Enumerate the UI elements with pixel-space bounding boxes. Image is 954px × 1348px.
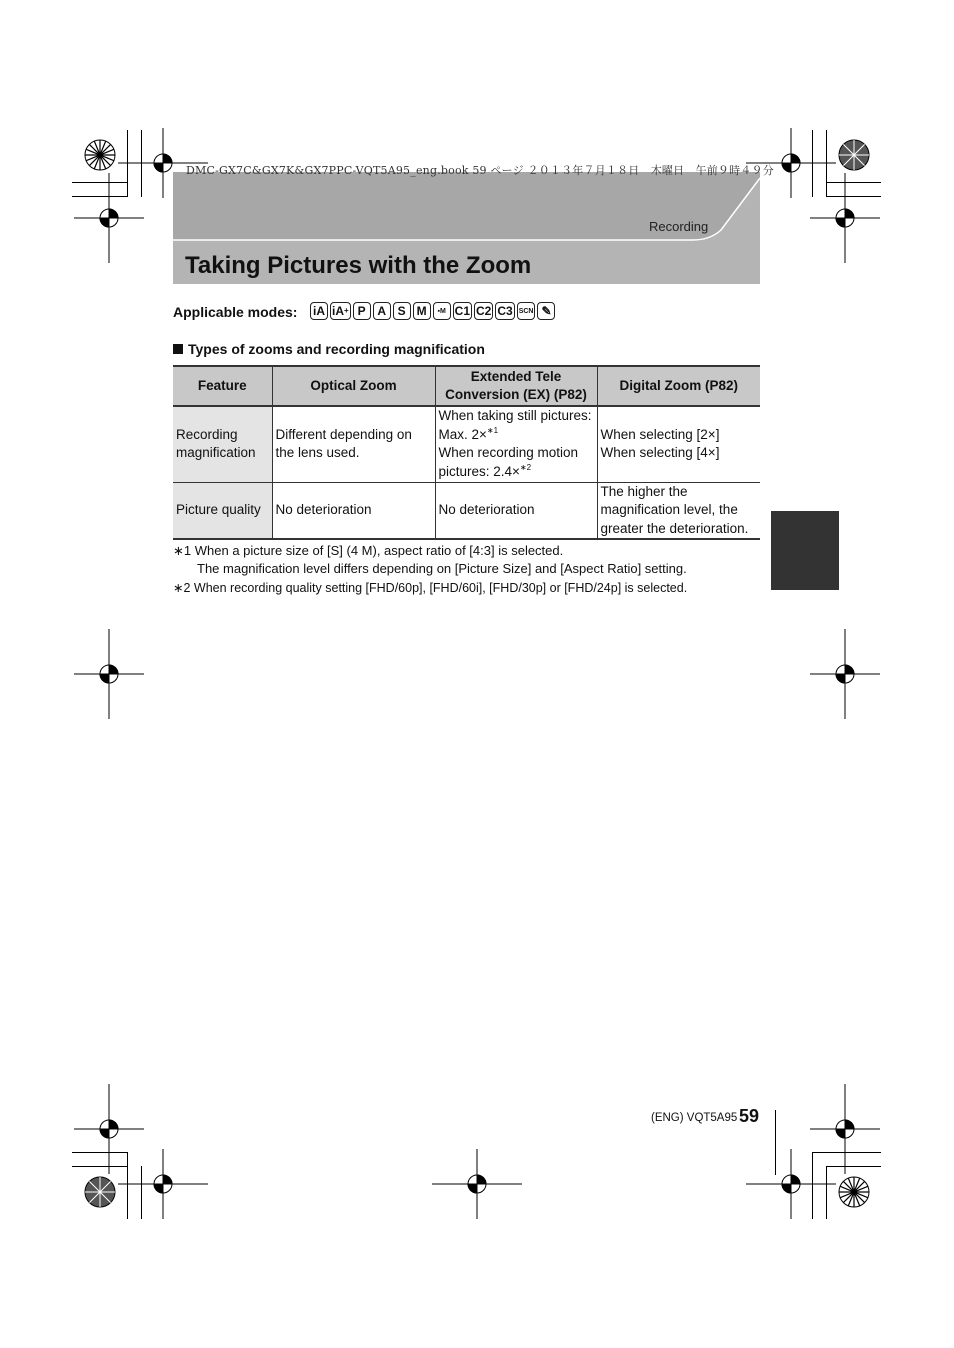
intelligent-auto-icon: iA (310, 302, 328, 320)
rosette-mark (839, 140, 869, 170)
page-title: Taking Pictures with the Zoom (185, 252, 532, 279)
square-bullet-icon (173, 344, 183, 354)
registration-mark (74, 629, 144, 719)
page-number: 59 (739, 1106, 760, 1126)
scene-mode-icon: SCN (517, 302, 536, 320)
registration-mark (810, 629, 880, 719)
column-header: Feature (173, 366, 272, 406)
registration-mark (746, 1149, 836, 1219)
column-header: Digital Zoom (P82) (597, 366, 760, 406)
registration-mark (810, 173, 880, 263)
file-info: DMC-GX7C&GX7K&GX7PPC-VQT5A95_eng.book 59 ページ ２０１３年７月１８日 木曜日 午前９時４９分 (186, 164, 774, 177)
table-cell: The higher the magnification level, the greater the deterioration. (597, 482, 760, 539)
row-header: Recording magnification (173, 406, 272, 482)
row-header: Picture quality (173, 482, 272, 539)
table-row (173, 482, 760, 539)
table-row (173, 406, 760, 482)
manual-mode-icon: M (413, 302, 431, 320)
registration-mark (74, 1084, 144, 1174)
section-heading-text: Types of zooms and recording magnification (188, 341, 485, 357)
table-cell: When selecting [2×] When selecting [4×] (597, 406, 760, 482)
creative-video-icon: ▪M (433, 302, 451, 320)
mode-icons (310, 302, 555, 320)
zoom-types-table (173, 365, 760, 540)
ex-motion-text: When recording motion pictures: 2.4× (438, 445, 579, 479)
creative-control-icon: ✎ (537, 302, 555, 320)
ex-still-text: When taking still pictures: Max. 2× (438, 408, 592, 442)
table-cell: No deterioration (272, 482, 435, 539)
table-cell: Different depending on the lens used. (272, 406, 435, 482)
page-code: (ENG) VQT5A95 (651, 1112, 738, 1124)
footnote-1 (173, 543, 563, 559)
table-cell: No deterioration (435, 482, 597, 539)
footnote-marker: ∗1 (173, 543, 192, 558)
registration-mark (432, 1149, 522, 1219)
custom-1-icon: C1 (454, 304, 471, 318)
chapter-side-tab (771, 511, 839, 590)
rosette-mark (839, 1177, 869, 1207)
column-header: Optical Zoom (272, 366, 435, 406)
aperture-priority-icon: A (373, 302, 391, 320)
section-heading (173, 341, 485, 357)
registration-mark (810, 1084, 880, 1174)
custom-3-icon: C3 (497, 304, 513, 318)
footnote-marker: ∗2 (173, 581, 191, 595)
custom-2-icon: C2 (476, 304, 492, 318)
footnote-ref: ∗1 (486, 425, 499, 435)
table-header-row (173, 366, 760, 406)
registration-mark (74, 173, 144, 263)
column-header: Extended Tele Conversion (EX) (P82) (435, 366, 597, 406)
intelligent-auto-plus-icon: iA + (332, 304, 349, 318)
footnote-text: When a picture size of [S] (4 M), aspect ratio of [4:3] is selected. (194, 543, 564, 558)
table-cell (435, 406, 597, 482)
footnote-ref: ∗2 (519, 462, 532, 472)
program-mode-icon: P (353, 302, 371, 320)
registration-mark (118, 1149, 208, 1219)
footnote-1-continued: The magnification level differs depending on [Picture Size] and [Aspect Ratio] setting. (197, 561, 687, 576)
footnote-text: When recording quality setting [FHD/60p], [FHD/60i], [FHD/30p] or [FHD/24p] is selected. (193, 581, 688, 595)
section-label: Recording (649, 219, 709, 234)
applicable-modes-label: Applicable modes: (173, 304, 298, 320)
rosette-mark (85, 140, 115, 170)
shutter-priority-icon: S (393, 302, 411, 320)
rosette-mark (85, 1177, 115, 1207)
footnote-2 (173, 580, 687, 595)
